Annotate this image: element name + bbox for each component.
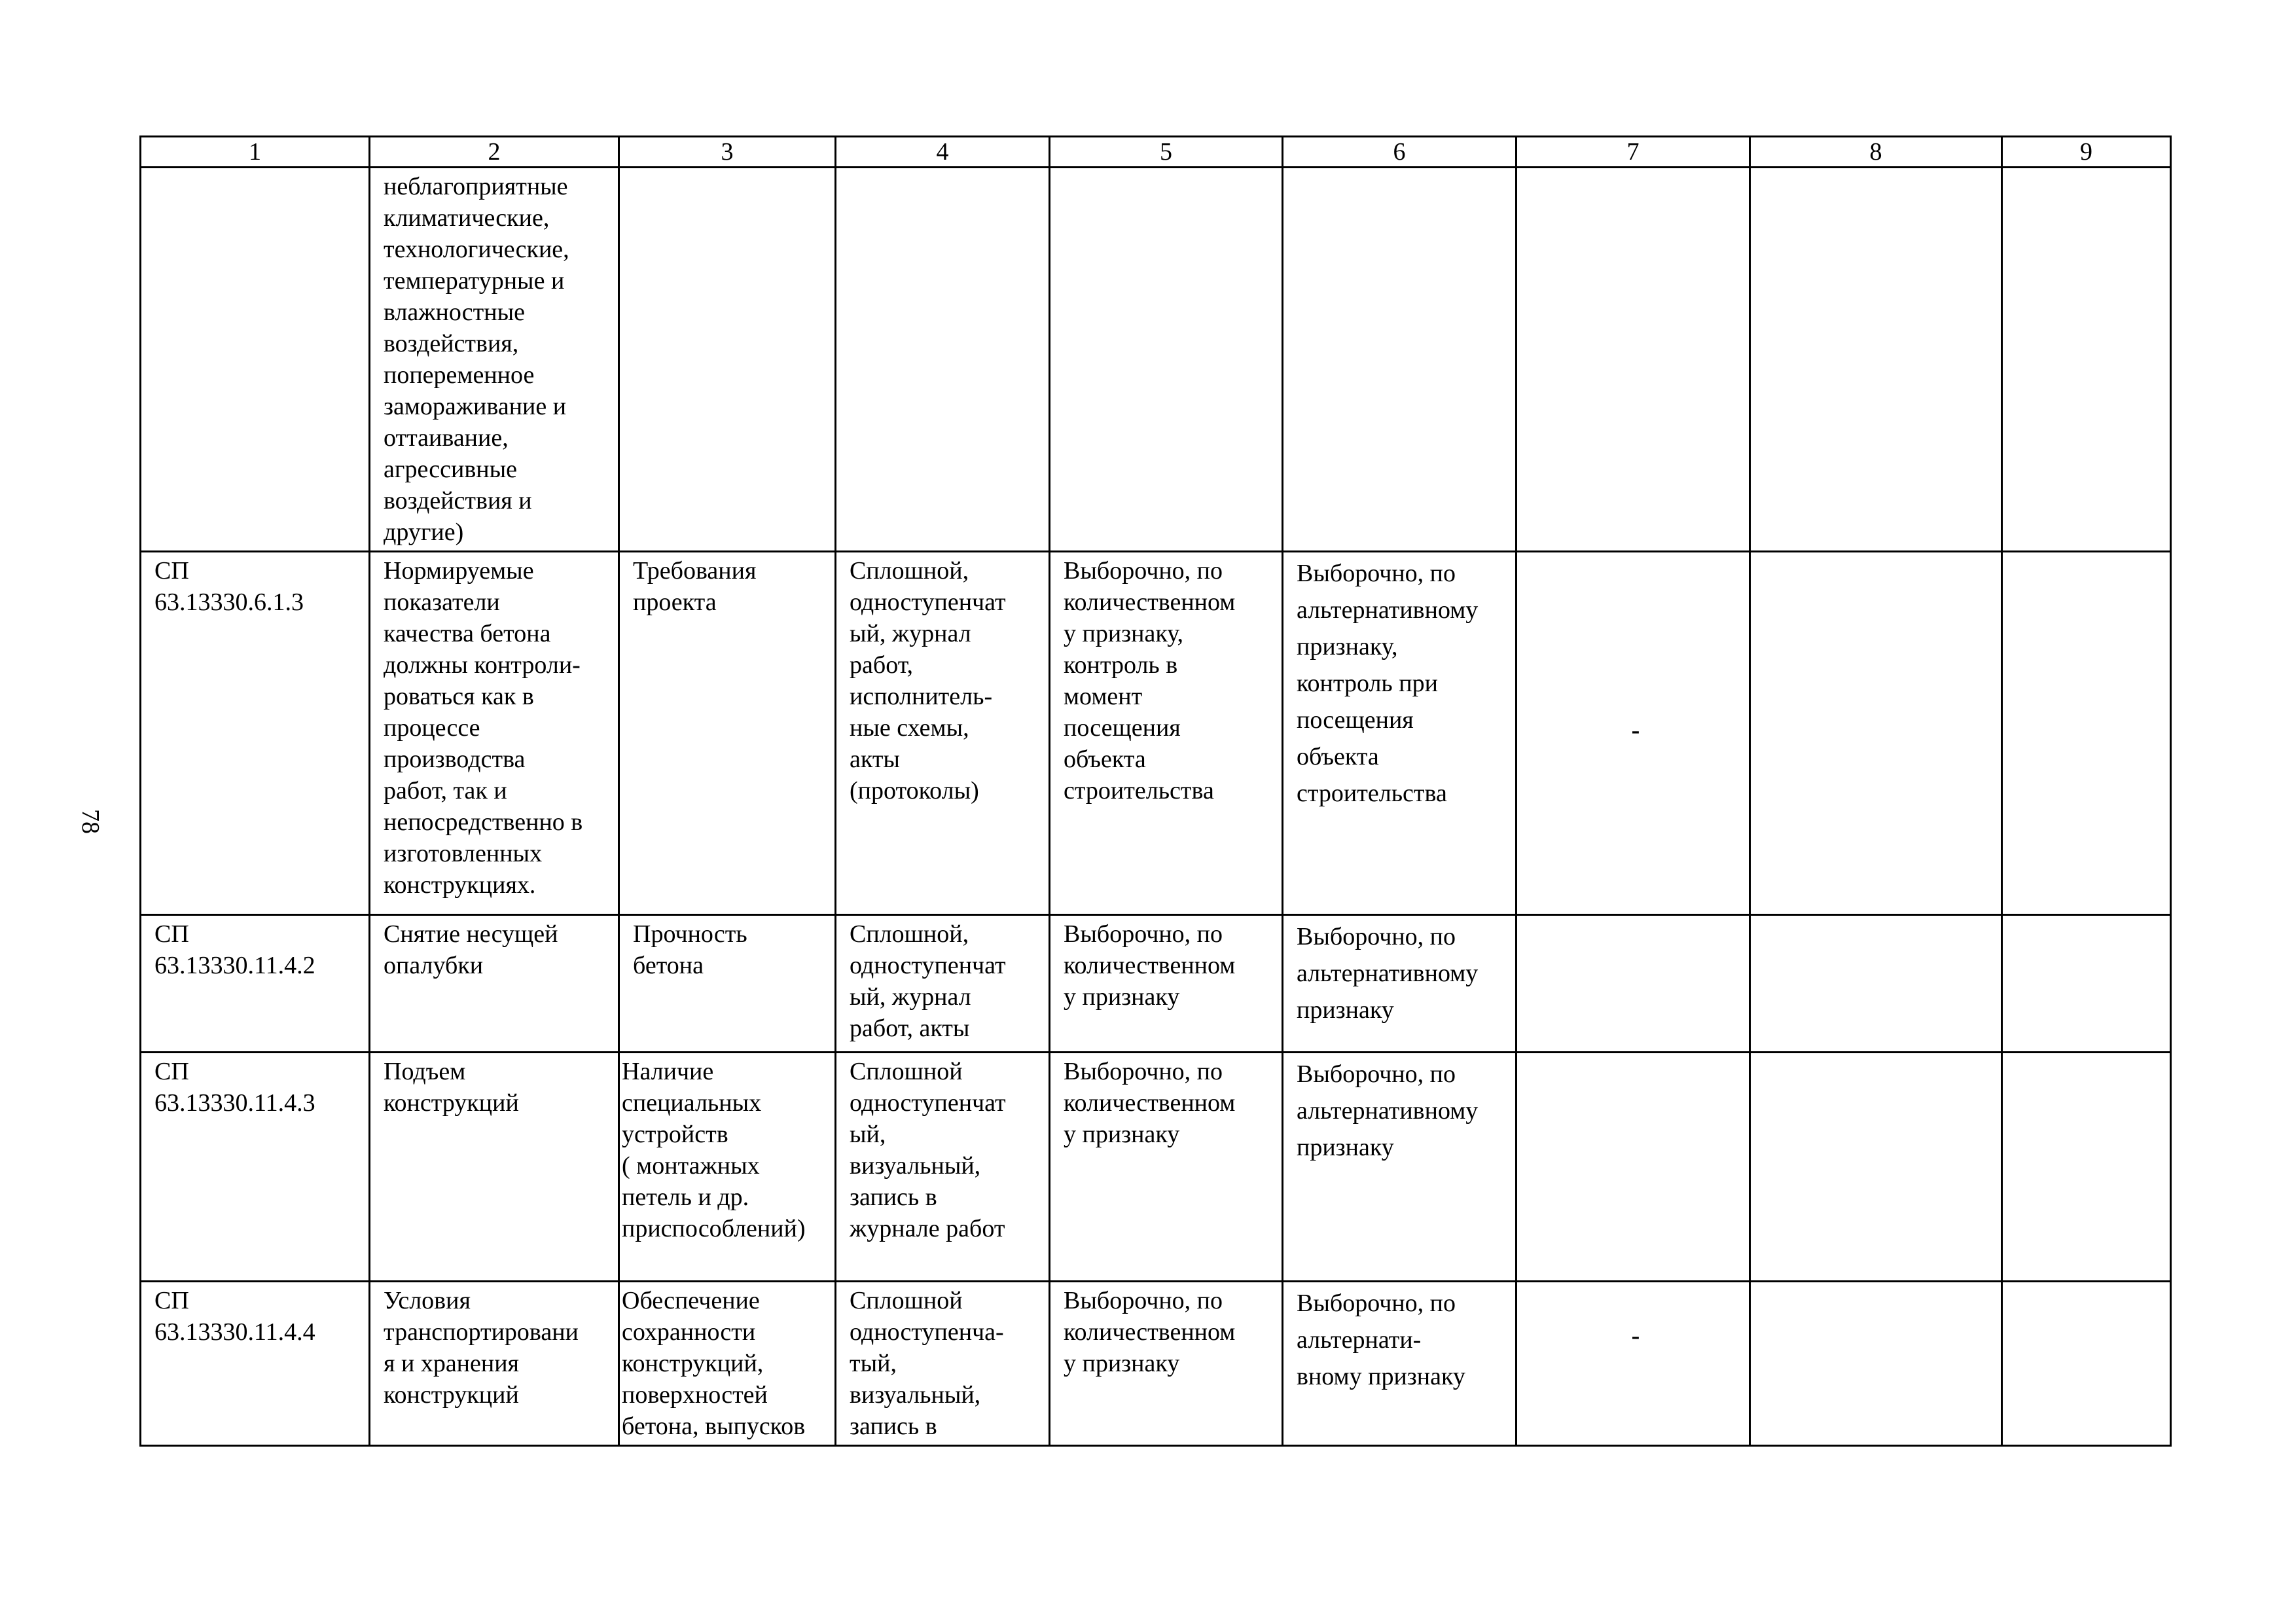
cell-quantitative-control: Выборочно, по количественном у признаку bbox=[1050, 915, 1283, 1053]
cell-alternative-control: Выборочно, по альтернати- вному признаку bbox=[1283, 1282, 1516, 1446]
cell-col9 bbox=[2002, 168, 2171, 552]
table-row bbox=[141, 168, 2171, 552]
cell-norm-reference bbox=[141, 168, 370, 552]
cell-alternative-control bbox=[1283, 168, 1516, 552]
cell-control-subject: Условия транспортировани я и хранения конструкций bbox=[370, 1282, 619, 1446]
table-row bbox=[141, 1053, 2171, 1282]
cell-control-method: Сплошной, одноступенчат ый, журнал работ, акты bbox=[836, 915, 1050, 1053]
cell-requirement: Обеспечение сохранности конструкций, поверхностей бетона, выпусков bbox=[619, 1282, 836, 1446]
cell-col9 bbox=[2002, 915, 2171, 1053]
cell-quantitative-control: Выборочно, по количественном у признаку bbox=[1050, 1053, 1283, 1282]
cell-norm-reference: СП 63.13330.11.4.2 bbox=[141, 915, 370, 1053]
table-row bbox=[141, 552, 2171, 915]
cell-col7 bbox=[1516, 168, 1750, 552]
column-number-7: 7 bbox=[1516, 137, 1750, 168]
cell-col9 bbox=[2002, 1282, 2171, 1446]
cell-col8 bbox=[1750, 1053, 2002, 1282]
cell-col8 bbox=[1750, 1282, 2002, 1446]
cell-norm-reference: СП 63.13330.6.1.3 bbox=[141, 552, 370, 915]
cell-control-subject: Нормируемые показатели качества бетона должны контроли- роваться как в процессе производства работ, так и непосредственно в изготовленных конструкциях. bbox=[370, 552, 619, 915]
cell-col8 bbox=[1750, 552, 2002, 915]
column-number-6: 6 bbox=[1283, 137, 1516, 168]
cell-control-subject: неблагоприятные климатические, технологические, температурные и влажностные воздействия, попеременное замораживание и оттаивание, агрессивные воздействия и другие) bbox=[370, 168, 619, 552]
cell-norm-reference: СП 63.13330.11.4.3 bbox=[141, 1053, 370, 1282]
cell-col9 bbox=[2002, 1053, 2171, 1282]
cell-col8 bbox=[1750, 168, 2002, 552]
cell-alternative-control: Выборочно, по альтернативному признаку bbox=[1283, 1053, 1516, 1282]
cell-control-subject: Снятие несущей опалубки bbox=[370, 915, 619, 1053]
cell-requirement: Прочность бетона bbox=[619, 915, 836, 1053]
column-number-8: 8 bbox=[1750, 137, 2002, 168]
dash-mark: - bbox=[1631, 1322, 1640, 1350]
cell-quantitative-control bbox=[1050, 168, 1283, 552]
cell-norm-reference: СП 63.13330.11.4.4 bbox=[141, 1282, 370, 1446]
cell-requirement: Наличие специальных устройств ( монтажных петель и др. приспособлений) bbox=[619, 1053, 836, 1282]
cell-alternative-control: Выборочно, по альтернативному признаку bbox=[1283, 915, 1516, 1053]
cell-quantitative-control: Выборочно, по количественном у признаку, контроль в момент посещения объекта строительства bbox=[1050, 552, 1283, 915]
cell-col7 bbox=[1516, 915, 1750, 1053]
column-number-5: 5 bbox=[1050, 137, 1283, 168]
cell-requirement: Требования проекта bbox=[619, 552, 836, 915]
cell-alternative-control: Выборочно, по альтернативному признаку, контроль при посещения объекта строительства bbox=[1283, 552, 1516, 915]
cell-col8 bbox=[1750, 915, 2002, 1053]
column-number-4: 4 bbox=[836, 137, 1050, 168]
cell-requirement bbox=[619, 168, 836, 552]
cell-col7 bbox=[1516, 1053, 1750, 1282]
cell-quantitative-control: Выборочно, по количественном у признаку bbox=[1050, 1282, 1283, 1446]
table-row bbox=[141, 1282, 2171, 1446]
column-number-2: 2 bbox=[370, 137, 619, 168]
column-number-1: 1 bbox=[141, 137, 370, 168]
table-header-row bbox=[141, 137, 2171, 168]
table-row bbox=[141, 915, 2171, 1053]
dash-mark: - bbox=[1631, 717, 1640, 744]
column-number-9: 9 bbox=[2002, 137, 2171, 168]
page-number: 78 bbox=[77, 809, 104, 834]
column-number-3: 3 bbox=[619, 137, 836, 168]
cell-control-method: Сплошной одноступенча- тый, визуальный, запись в bbox=[836, 1282, 1050, 1446]
cell-control-subject: Подъем конструкций bbox=[370, 1053, 619, 1282]
cell-col7 bbox=[1516, 1282, 1750, 1446]
cell-col7 bbox=[1516, 552, 1750, 915]
cell-col9 bbox=[2002, 552, 2171, 915]
control-table bbox=[139, 135, 2172, 1447]
cell-control-method: Сплошной одноступенчат ый, визуальный, запись в журнале работ bbox=[836, 1053, 1050, 1282]
cell-control-method: Сплошной, одноступенчат ый, журнал работ, исполнитель- ные схемы, акты (протоколы) bbox=[836, 552, 1050, 915]
cell-control-method bbox=[836, 168, 1050, 552]
